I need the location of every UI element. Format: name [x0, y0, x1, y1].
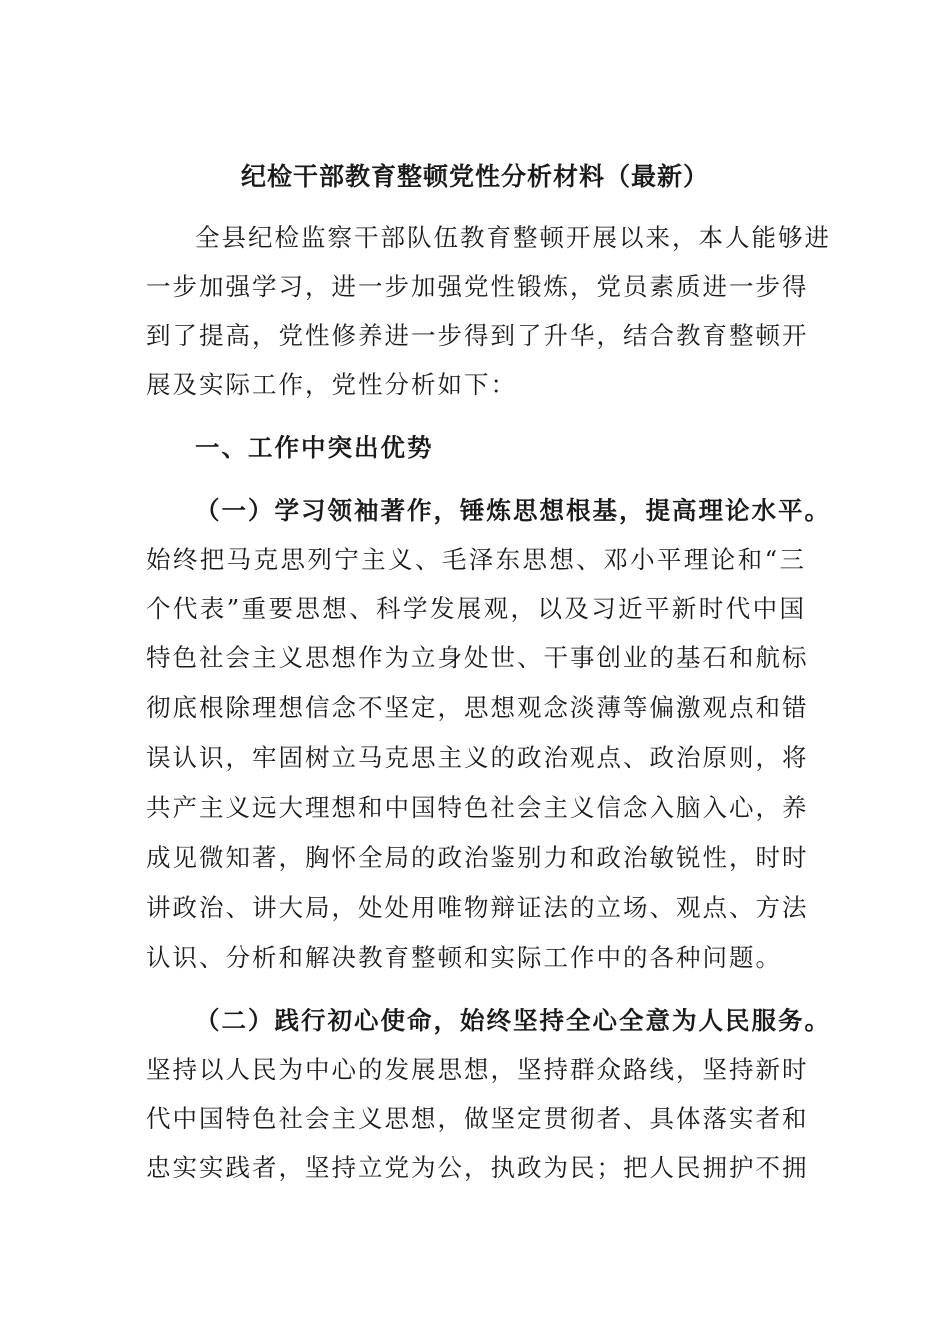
subsection1-line-8: 讲政治、讲大局，处处用唯物辩证法的立场、观点、方法 — [146, 893, 809, 922]
subsection1-line-2: 个代表”重要思想、科学发展观，以及习近平新时代中国 — [146, 594, 806, 623]
subsection2-line-3: 忠实实践者，坚持立党为公，执政为民；把人民拥护不拥 — [146, 1153, 809, 1182]
document-title: 纪检干部教育整顿党性分析材料（最新） — [240, 162, 709, 191]
intro-line-1: 全县纪检监察干部队伍教育整顿开展以来，本人能够进 — [195, 223, 831, 252]
intro-line-4: 展及实际工作，党性分析如下： — [146, 370, 517, 399]
subsection1-line-9: 认识、分析和解决教育整顿和实际工作中的各种问题。 — [146, 943, 782, 972]
intro-line-2: 一步加强学习，进一步加强党性锻炼，党员素质进一步得 — [146, 272, 809, 301]
subsection1-line-7: 成见微知著，胸怀全局的政治鉴别力和政治敏锐性，时时 — [146, 843, 809, 872]
subsection-heading-2: （二）践行初心使命，始终坚持全心全意为人民服务。 — [195, 1006, 831, 1035]
subsection-heading-1: （一）学习领袖著作，锤炼思想根基，提高理论水平。 — [195, 496, 831, 525]
subsection1-line-6: 共产主义远大理想和中国特色社会主义信念入脑入心，养 — [146, 793, 809, 822]
subsection2-line-1: 坚持以人民为中心的发展思想，坚持群众路线，坚持新时 — [146, 1055, 809, 1084]
subsection1-line-4: 彻底根除理想信念不坚定，思想观念淡薄等偏激观点和错 — [146, 693, 809, 722]
subsection1-line-1: 始终把马克思列宁主义、毛泽东思想、邓小平理论和“三 — [146, 545, 806, 574]
section-heading-1: 一、工作中突出优势 — [195, 433, 434, 462]
subsection2-line-2: 代中国特色社会主义思想，做坚定贯彻者、具体落实者和 — [146, 1104, 809, 1133]
subsection1-line-5: 误认识，牢固树立马克思主义的政治观点、政治原则，将 — [146, 743, 809, 772]
subsection1-line-3: 特色社会主义思想作为立身处世、干事创业的基石和航标 — [146, 643, 809, 672]
intro-line-3: 到了提高，党性修养进一步得到了升华，结合教育整顿开 — [146, 321, 809, 350]
